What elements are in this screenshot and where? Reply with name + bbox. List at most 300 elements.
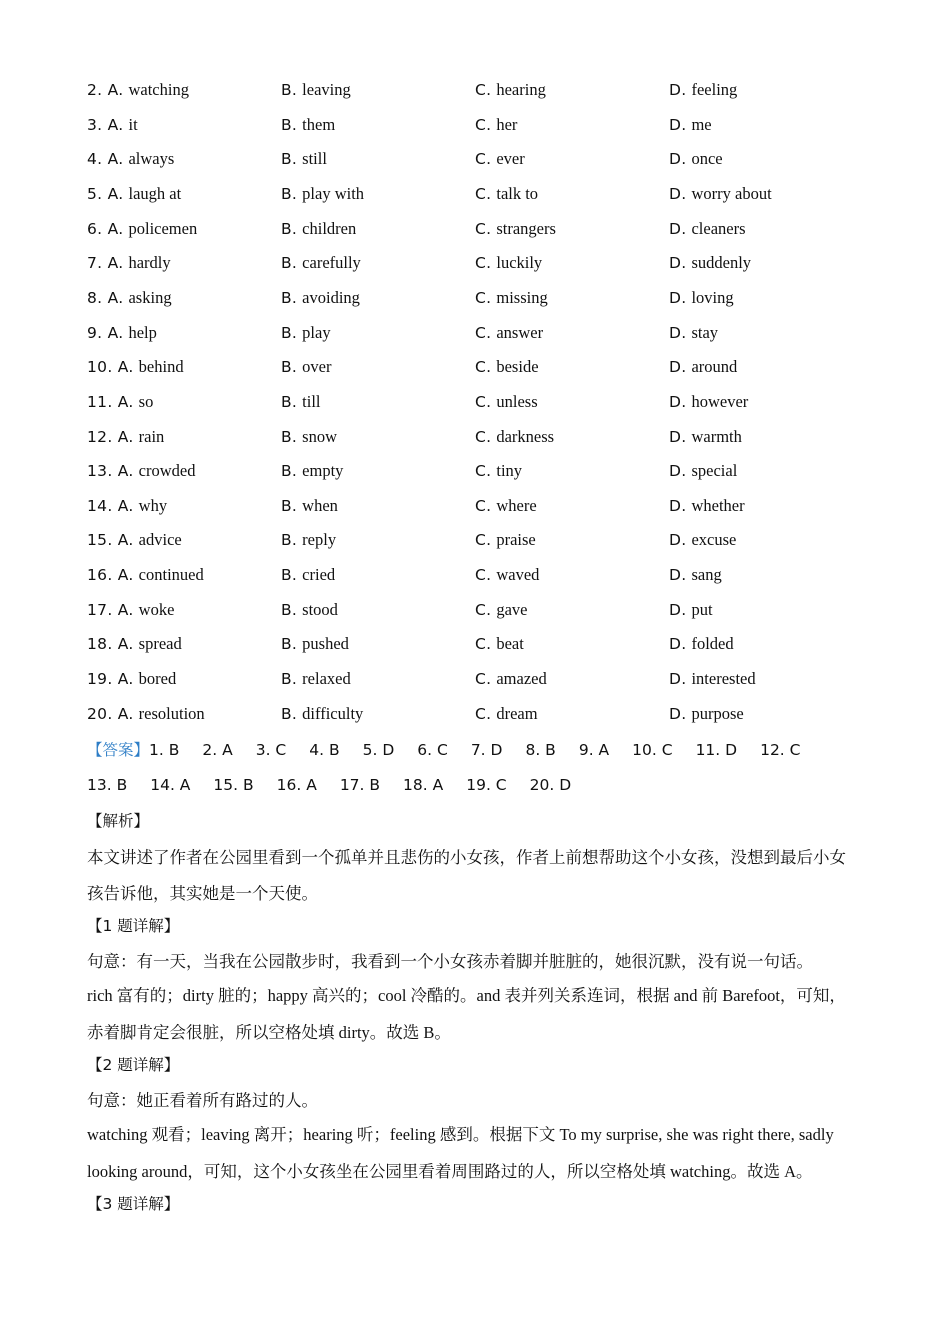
- question-row: [87, 184, 887, 214]
- option-b: [281, 184, 364, 204]
- option-text: always: [128, 149, 175, 169]
- option-c: [475, 115, 517, 135]
- option-text: till: [302, 391, 321, 411]
- option-label: [475, 531, 491, 549]
- option-d: [669, 357, 737, 377]
- option-c: [475, 600, 528, 620]
- option-letter: B.: [281, 81, 298, 99]
- option-d: [669, 392, 748, 412]
- question-row: [87, 149, 887, 179]
- option-text: watching: [128, 80, 189, 99]
- option-b: [281, 634, 349, 654]
- option-c: [475, 80, 546, 100]
- option-letter: B.: [281, 531, 298, 550]
- option-text: rain: [138, 426, 165, 446]
- detail-1-heading: 【1 题详解】: [87, 917, 180, 935]
- option-letter: D.: [669, 635, 687, 654]
- question-row: [87, 427, 887, 457]
- option-letter: D.: [669, 670, 687, 689]
- option-text: strangers: [496, 218, 556, 238]
- option-b: [281, 461, 343, 481]
- option-label: [87, 358, 134, 376]
- option-text: leaving: [302, 80, 351, 99]
- option-b: [281, 392, 321, 412]
- option-letter: D.: [669, 531, 687, 550]
- answer-item: 19. C: [466, 776, 507, 794]
- detail-3-heading: 【3 题详解】: [87, 1195, 180, 1213]
- option-text: cleaners: [691, 218, 746, 238]
- option-label: [475, 358, 491, 376]
- option-c: [475, 427, 554, 447]
- answer-item: 11. D: [695, 741, 738, 759]
- option-label: [281, 635, 297, 653]
- option-text: asking: [128, 287, 172, 307]
- option-label: [669, 462, 686, 480]
- question-row: [87, 357, 887, 387]
- option-text: why: [138, 495, 168, 515]
- option-label: [87, 185, 123, 203]
- option-a: [87, 357, 184, 377]
- answer-item: 10. C: [632, 741, 673, 759]
- question-number: 4.: [87, 150, 103, 169]
- option-label: [669, 185, 686, 203]
- option-a: [87, 704, 205, 724]
- option-d: [669, 565, 722, 585]
- option-letter: A.: [117, 496, 134, 515]
- option-text: policemen: [128, 218, 198, 238]
- option-letter: C.: [475, 600, 492, 619]
- option-label: [475, 324, 491, 342]
- option-a: [87, 80, 189, 100]
- option-text: crowded: [138, 461, 196, 481]
- question-number: 2.: [87, 81, 103, 99]
- option-d: [669, 288, 734, 308]
- detail-2-line-2: watching 观看；leaving 离开；hearing 听；feeling 感到。根据下文 To my surprise, she was right there, sadly: [87, 1125, 834, 1144]
- option-c: [475, 461, 522, 481]
- option-letter: D.: [669, 254, 687, 273]
- option-letter: D.: [669, 704, 687, 723]
- option-text: woke: [138, 599, 175, 619]
- detail-1-line-3: 赤着脚肯定会很脏，所以空格处填 dirty。故选 B。: [87, 1023, 451, 1042]
- option-letter: B.: [281, 115, 298, 134]
- option-label: [669, 531, 686, 549]
- option-letter: D.: [669, 115, 687, 134]
- option-label: [475, 462, 491, 480]
- question-number: 12.: [87, 427, 113, 446]
- option-text: still: [302, 149, 327, 169]
- question-number: 11.: [87, 392, 113, 411]
- option-text: pushed: [302, 634, 349, 654]
- option-d: [669, 704, 744, 724]
- option-text: sang: [691, 565, 722, 585]
- option-a: [87, 149, 174, 169]
- option-label: [87, 116, 123, 134]
- option-text: missing: [496, 287, 548, 307]
- option-b: [281, 669, 351, 689]
- option-d: [669, 149, 723, 169]
- option-label: [87, 254, 123, 272]
- option-label: [281, 566, 297, 584]
- detail-1-line-1: 句意：有一天，当我在公园散步时，我看到一个小女孩赤着脚并脏脏的，她很沉默，没有说一句话。: [87, 952, 813, 971]
- option-text: beat: [496, 634, 524, 654]
- option-c: [475, 565, 539, 585]
- option-a: [87, 634, 182, 654]
- option-c: [475, 496, 537, 516]
- option-text: difficulty: [302, 703, 364, 723]
- question-number: 10.: [87, 358, 113, 377]
- answer-items-1: [149, 741, 823, 759]
- option-label: [281, 324, 297, 342]
- option-label: [669, 497, 686, 515]
- answer-item: 13. B: [87, 776, 128, 794]
- option-c: [475, 219, 556, 239]
- option-letter: C.: [475, 392, 492, 411]
- option-label: [475, 635, 491, 653]
- option-label: [281, 116, 297, 134]
- answer-item: 7. D: [470, 741, 503, 759]
- option-label: [281, 670, 297, 688]
- option-letter: A.: [107, 288, 124, 307]
- option-text: praise: [496, 530, 536, 550]
- option-text: empty: [302, 461, 344, 481]
- option-text: avoiding: [302, 287, 360, 307]
- option-letter: D.: [669, 462, 687, 481]
- option-text: purpose: [691, 703, 744, 723]
- option-b: [281, 565, 335, 585]
- question-row: [87, 115, 887, 145]
- option-letter: B.: [281, 566, 298, 585]
- option-letter: D.: [669, 392, 687, 411]
- question-number: 8.: [87, 288, 103, 307]
- option-label: [669, 324, 686, 342]
- answer-item: 14. A: [150, 776, 191, 794]
- option-letter: A.: [117, 600, 134, 619]
- option-b: [281, 530, 336, 550]
- option-c: [475, 530, 536, 550]
- option-b: [281, 357, 332, 377]
- option-c: [475, 704, 538, 724]
- question-number: 18.: [87, 635, 113, 654]
- option-letter: B.: [281, 670, 298, 689]
- option-d: [669, 634, 734, 654]
- option-label: [669, 150, 686, 168]
- option-text: stood: [302, 599, 338, 619]
- answer-item: 20. D: [529, 776, 572, 794]
- question-number: 5.: [87, 184, 103, 203]
- option-c: [475, 253, 542, 273]
- option-text: luckily: [496, 253, 543, 273]
- option-label: [87, 531, 134, 549]
- option-letter: C.: [475, 184, 492, 203]
- option-text: behind: [138, 357, 184, 377]
- option-letter: A.: [117, 670, 134, 689]
- option-a: [87, 219, 197, 239]
- option-a: [87, 392, 153, 412]
- question-row: [87, 600, 887, 630]
- option-letter: A.: [117, 392, 134, 411]
- question-number: 13.: [87, 462, 113, 481]
- option-d: [669, 323, 718, 343]
- option-letter: A.: [107, 254, 124, 273]
- option-b: [281, 288, 360, 308]
- option-label: [475, 254, 491, 272]
- question-number: 6.: [87, 219, 103, 238]
- option-letter: A.: [107, 323, 124, 342]
- option-letter: A.: [107, 150, 124, 169]
- option-letter: B.: [281, 358, 298, 377]
- option-letter: B.: [281, 392, 298, 411]
- option-label: [475, 566, 491, 584]
- option-letter: B.: [281, 323, 298, 342]
- option-letter: C.: [475, 531, 492, 550]
- option-text: children: [302, 218, 357, 238]
- option-text: her: [496, 114, 518, 134]
- option-letter: C.: [475, 81, 492, 99]
- option-label: [87, 324, 123, 342]
- option-text: talk to: [496, 183, 539, 203]
- option-a: [87, 253, 171, 273]
- question-row: [87, 288, 887, 318]
- option-letter: D.: [669, 81, 687, 99]
- option-label: [669, 601, 686, 619]
- option-letter: C.: [475, 219, 492, 238]
- option-letter: B.: [281, 600, 298, 619]
- option-text: resolution: [138, 703, 205, 723]
- option-text: whether: [691, 495, 745, 515]
- option-letter: A.: [117, 635, 134, 654]
- option-label: [475, 670, 491, 688]
- question-row: [87, 219, 887, 249]
- option-d: [669, 427, 742, 447]
- option-label: [475, 705, 491, 723]
- question-number: 7.: [87, 254, 103, 273]
- option-text: play with: [302, 183, 365, 203]
- question-row: [87, 565, 887, 595]
- option-text: warmth: [691, 426, 742, 446]
- option-text: carefully: [302, 253, 361, 273]
- question-row: [87, 669, 887, 699]
- option-letter: B.: [281, 219, 298, 238]
- option-letter: B.: [281, 184, 298, 203]
- option-text: spread: [138, 634, 182, 654]
- question-row: [87, 392, 887, 422]
- answer-item: 18. A: [403, 776, 444, 794]
- option-letter: C.: [475, 427, 492, 446]
- option-label: [87, 566, 134, 584]
- option-letter: A.: [107, 184, 124, 203]
- option-label: [669, 670, 686, 688]
- option-a: [87, 530, 182, 550]
- option-text: interested: [691, 669, 756, 689]
- option-letter: D.: [669, 219, 687, 238]
- option-text: around: [691, 357, 738, 377]
- question-number: 14.: [87, 496, 113, 515]
- question-row: [87, 80, 887, 110]
- option-text: put: [691, 599, 713, 619]
- option-label: [281, 462, 297, 480]
- option-a: [87, 184, 181, 204]
- option-d: [669, 530, 736, 550]
- summary-line-2: 孩告诉他，其实她是一个天使。: [87, 884, 318, 903]
- option-letter: D.: [669, 496, 687, 515]
- option-letter: D.: [669, 566, 687, 585]
- option-text: where: [496, 495, 537, 515]
- option-label: [669, 393, 686, 411]
- option-label: [87, 150, 123, 168]
- option-label: [475, 393, 491, 411]
- option-label: [281, 531, 297, 549]
- option-label: [669, 289, 686, 307]
- option-text: when: [302, 495, 338, 515]
- option-text: unless: [496, 391, 538, 411]
- option-b: [281, 253, 361, 273]
- option-letter: B.: [281, 496, 298, 515]
- option-letter: A.: [117, 566, 134, 585]
- answer-line-2: [87, 776, 594, 794]
- option-label: [87, 393, 134, 411]
- option-d: [669, 600, 713, 620]
- question-row: [87, 530, 887, 560]
- option-label: [281, 289, 297, 307]
- option-text: stay: [691, 322, 719, 342]
- option-text: feeling: [691, 80, 738, 99]
- option-b: [281, 496, 338, 516]
- option-d: [669, 219, 746, 239]
- option-label: [87, 705, 134, 723]
- option-label: [669, 81, 686, 99]
- option-text: continued: [138, 565, 204, 585]
- option-a: [87, 323, 157, 343]
- option-text: tiny: [496, 461, 523, 481]
- answer-item: 15. B: [213, 776, 254, 794]
- option-b: [281, 323, 331, 343]
- option-letter: A.: [117, 358, 134, 377]
- option-label: [669, 220, 686, 238]
- option-text: bored: [138, 669, 177, 689]
- option-letter: B.: [281, 704, 298, 723]
- option-label: [281, 150, 297, 168]
- option-text: me: [691, 114, 712, 134]
- option-a: [87, 669, 176, 689]
- option-d: [669, 115, 712, 135]
- option-letter: C.: [475, 254, 492, 273]
- option-letter: C.: [475, 496, 492, 515]
- option-letter: A.: [117, 531, 134, 550]
- option-label: [281, 428, 297, 446]
- option-letter: D.: [669, 358, 687, 377]
- option-label: [281, 705, 297, 723]
- option-text: folded: [691, 634, 734, 654]
- question-row: [87, 253, 887, 283]
- answer-item: 16. A: [276, 776, 317, 794]
- option-text: it: [128, 114, 138, 134]
- option-a: [87, 115, 138, 135]
- answer-item: 2. A: [202, 741, 233, 759]
- option-b: [281, 149, 327, 169]
- option-label: [669, 254, 686, 272]
- option-letter: B.: [281, 288, 298, 307]
- option-letter: C.: [475, 358, 492, 377]
- option-text: help: [128, 322, 157, 342]
- question-number: 19.: [87, 670, 113, 689]
- option-c: [475, 669, 547, 689]
- option-text: waved: [496, 565, 540, 585]
- option-b: [281, 427, 337, 447]
- option-label: [475, 220, 491, 238]
- option-label: [475, 150, 491, 168]
- option-text: snow: [302, 426, 338, 446]
- option-text: once: [691, 149, 723, 169]
- option-label: [475, 81, 491, 99]
- option-letter: D.: [669, 184, 687, 203]
- option-letter: B.: [281, 150, 298, 169]
- option-d: [669, 80, 737, 100]
- summary-line-1: 本文讲述了作者在公园里看到一个孤单并且悲伤的小女孩，作者上前想帮助这个小女孩，没想到最后小女: [87, 848, 846, 867]
- option-a: [87, 461, 195, 481]
- question-number: 3.: [87, 115, 103, 134]
- detail-1-line-2: rich 富有的；dirty 脏的；happy 高兴的；cool 冷酷的。and 表并列关系连词，根据 and 前 Barefoot，可知，: [87, 986, 846, 1005]
- option-a: [87, 496, 167, 516]
- question-number: 17.: [87, 600, 113, 619]
- option-letter: D.: [669, 323, 687, 342]
- option-letter: A.: [117, 427, 134, 446]
- question-number: 20.: [87, 704, 113, 723]
- option-text: them: [302, 114, 336, 134]
- option-letter: B.: [281, 427, 298, 446]
- option-d: [669, 669, 756, 689]
- option-text: so: [138, 391, 154, 411]
- option-label: [281, 254, 297, 272]
- option-letter: D.: [669, 600, 687, 619]
- option-label: [281, 497, 297, 515]
- option-label: [281, 81, 297, 99]
- option-c: [475, 184, 538, 204]
- option-c: [475, 288, 548, 308]
- option-letter: C.: [475, 323, 492, 342]
- detail-2-line-1: 句意：她正看着所有路过的人。: [87, 1091, 318, 1110]
- answer-label: 【答案】: [87, 741, 150, 759]
- answer-item: 3. C: [255, 741, 287, 759]
- option-c: [475, 323, 543, 343]
- option-label: [87, 670, 134, 688]
- answer-item: 1. B: [149, 741, 180, 759]
- option-text: reply: [302, 530, 337, 550]
- option-text: relaxed: [302, 669, 351, 689]
- option-label: [475, 601, 491, 619]
- option-d: [669, 496, 745, 516]
- option-d: [669, 253, 751, 273]
- option-letter: C.: [475, 704, 492, 723]
- option-label: [87, 635, 134, 653]
- option-text: suddenly: [691, 253, 752, 273]
- option-letter: C.: [475, 566, 492, 585]
- option-label: [669, 428, 686, 446]
- option-letter: C.: [475, 635, 492, 654]
- option-text: cried: [302, 565, 336, 585]
- answer-items-2: [87, 776, 594, 794]
- answer-item: 4. B: [309, 741, 340, 759]
- option-a: [87, 565, 204, 585]
- option-letter: D.: [669, 288, 687, 307]
- answer-item: 6. C: [417, 741, 448, 759]
- option-label: [669, 705, 686, 723]
- option-text: advice: [138, 530, 182, 550]
- option-letter: B.: [281, 462, 298, 481]
- option-text: however: [691, 391, 749, 411]
- option-b: [281, 115, 335, 135]
- option-text: loving: [691, 287, 734, 307]
- option-label: [281, 220, 297, 238]
